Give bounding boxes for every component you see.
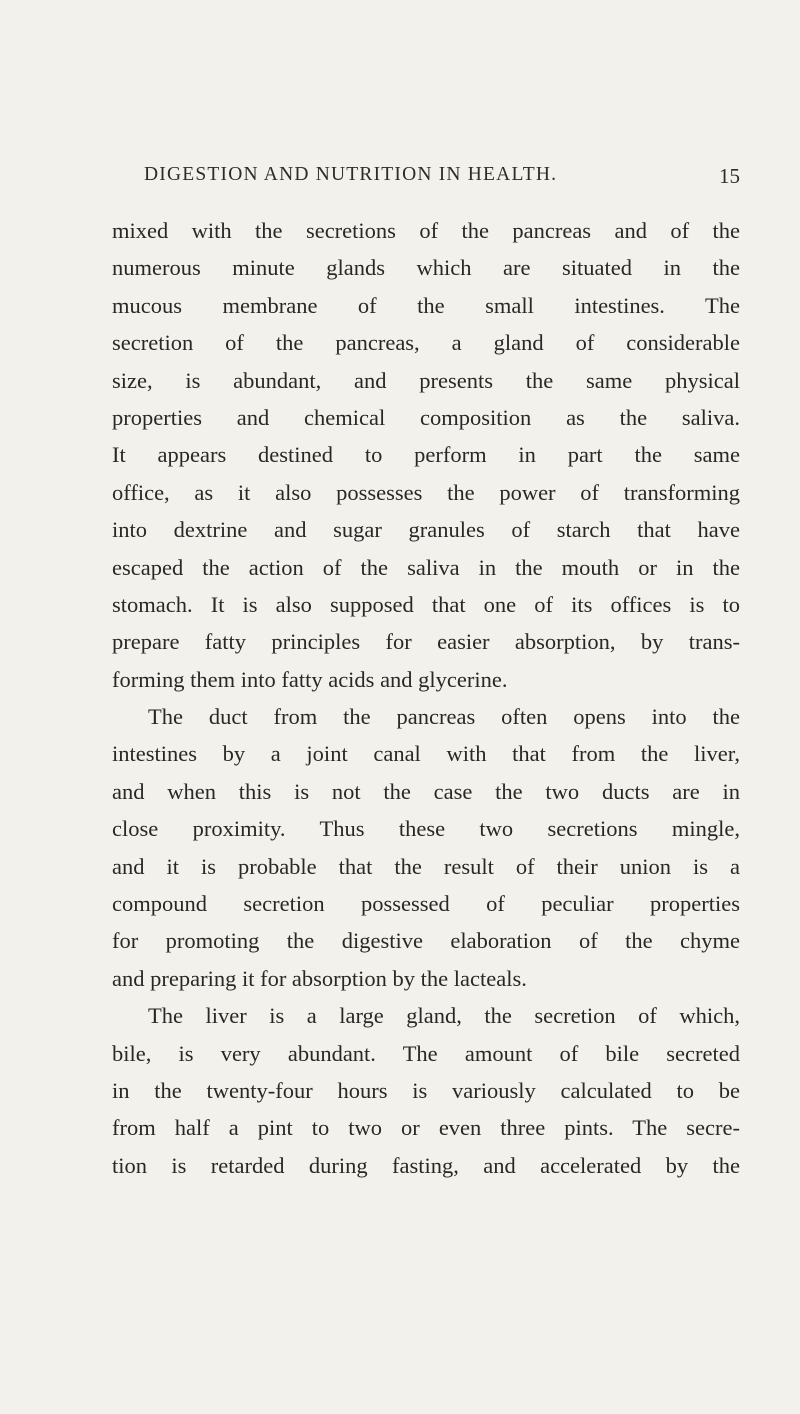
page-number: 15	[719, 164, 740, 188]
text-line: prepare fatty principles for easier absorption, by trans-	[112, 629, 740, 655]
text-line: numerous minute glands which are situated in the	[112, 255, 740, 281]
text-line: The liver is a large gland, the secretion of which,	[148, 1003, 740, 1029]
text-line: for promoting the digestive elaboration of the chyme	[112, 928, 740, 954]
text-line: in the twenty-four hours is variously calculated to be	[112, 1077, 740, 1103]
text-line: and it is probable that the result of their union is a	[112, 853, 740, 879]
text-line: office, as it also possesses the power of transforming	[112, 479, 740, 505]
text-line: intestines by a joint canal with that from the liver,	[112, 741, 740, 767]
paragraph-1	[112, 212, 740, 698]
text-line: close proximity. Thus these two secretions mingle,	[112, 816, 740, 842]
paragraph-2	[112, 698, 740, 997]
text-line: properties and chemical composition as the saliva.	[112, 404, 740, 430]
text-line: compound secretion possessed of peculiar properties	[112, 891, 740, 917]
running-head	[144, 164, 740, 192]
paragraph-3	[112, 997, 740, 1184]
text-line: and when this is not the case the two ducts are in	[112, 778, 740, 804]
text-line: escaped the action of the saliva in the mouth or in the	[112, 554, 740, 580]
text-line: from half a pint to two or even three pints. The secre-	[112, 1115, 740, 1141]
text-line: size, is abundant, and presents the same physical	[112, 367, 740, 393]
text-line: secretion of the pancreas, a gland of considerable	[112, 330, 740, 356]
text-line: forming them into fatty acids and glycerine.	[112, 666, 508, 692]
text-line: bile, is very abundant. The amount of bile secreted	[112, 1040, 740, 1066]
text-line: tion is retarded during fasting, and accelerated by the	[112, 1152, 740, 1178]
body-text	[112, 212, 740, 1184]
text-line: mucous membrane of the small intestines. The	[112, 292, 740, 318]
text-line: It appears destined to perform in part the same	[112, 442, 740, 468]
text-line: stomach. It is also supposed that one of its offices is to	[112, 591, 740, 617]
running-title: DIGESTION AND NUTRITION IN HEALTH.	[144, 164, 558, 185]
text-line: into dextrine and sugar granules of starch that have	[112, 517, 740, 543]
text-line: The duct from the pancreas often opens into the	[148, 704, 740, 730]
text-line: mixed with the secretions of the pancreas and of the	[112, 218, 740, 243]
text-line: and preparing it for absorption by the lacteals.	[112, 965, 527, 991]
